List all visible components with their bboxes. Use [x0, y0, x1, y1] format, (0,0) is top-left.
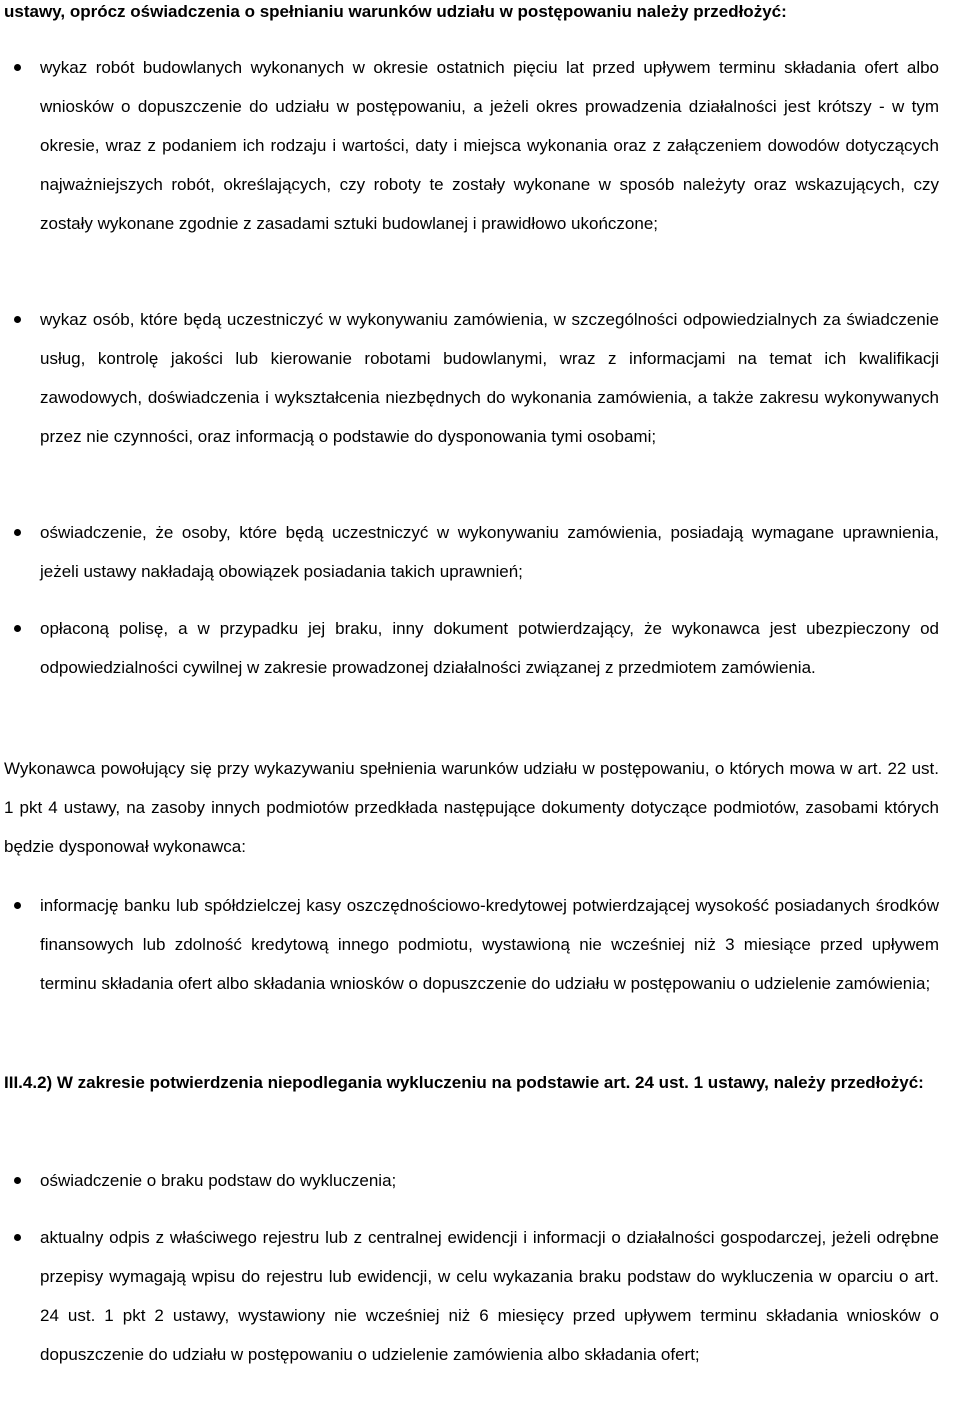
- list-item: [0, 1161, 939, 1200]
- list-item: [0, 300, 939, 495]
- list-item-text: oświadczenie, że osoby, które będą uczestniczyć w wykonywaniu zamówienia, posiadają wymagane uprawnienia, jeżeli ustawy nakładają obowiązek posiadania takich uprawnień;: [40, 523, 939, 581]
- list-item-text: oświadczenie o braku podstaw do wykluczenia;: [40, 1171, 397, 1190]
- bullet-icon: [14, 64, 21, 71]
- list-item-text: wykaz robót budowlanych wykonanych w okresie ostatnich pięciu lat przed upływem terminu składania ofert albo wniosków o dopuszczenie do udziału w postępowaniu, a jeżeli okres prowadzenia działalności jest krótszy - w tym okresie, wraz z podaniem ich rodzaju i wartości, daty i miejsca wykonania oraz z załączeniem dowodów dotyczących najważniejszych robót, określających, czy roboty te zostały wykonane w sposób należyty oraz wskazujących, czy zostały wykonane zgodnie z zasadami sztuki budowlanej i prawidłowo ukończone;: [40, 58, 939, 233]
- resources-paragraph: Wykonawca powołujący się przy wykazywaniu spełnienia warunków udziału w postępowaniu, o których mowa w art. 22 ust. 1 pkt 4 ustawy, na zasoby innych podmiotów przedkłada następujące dokumenty dotyczące podmiotów, zasobami których będzie dysponował wykonawca:: [4, 759, 939, 856]
- list-item-text: wykaz osób, które będą uczestniczyć w wykonywaniu zamówienia, w szczególności odpowiedzialnych za świadczenie usług, kontrolę jakości lub kierowanie robotami budowlanymi, wraz z informacjami na temat ich kwalifikacji zawodowych, doświadczenia i wykształcenia niezbędnych do wykonania zamówienia, a także zakresu wykonywanych przez nie czynności, oraz informacją o podstawie do dysponowania tymi osobami;: [40, 310, 939, 446]
- exclusion-list: [0, 1161, 960, 1413]
- top-heading: ustawy, oprócz oświadczenia o spełnianiu warunków udziału w postępowaniu należy przedłożyć:: [4, 2, 787, 21]
- section-heading: III.4.2) W zakresie potwierdzenia niepodlegania wykluczeniu na podstawie art. 24 ust. 1 ustawy, należy przedłożyć:: [4, 1073, 924, 1092]
- bullet-icon: [14, 1177, 21, 1184]
- list-item-text: aktualny odpis z właściwego rejestru lub z centralnej ewidencji i informacji o działalności gospodarczej, jeżeli odrębne przepisy wymagają wpisu do rejestru lub ewidencji, w celu wykazania braku podstaw do wykluczenia w oparciu o art. 24 ust. 1 pkt 2 ustawy, wystawiony nie wcześniej niż 6 miesięcy przed upływem terminu składania wniosków o dopuszczenie do udziału w postępowaniu o udzielenie zamówienia albo składania ofert;: [40, 1228, 939, 1364]
- list-item-text: opłaconą polisę, a w przypadku jej braku, inny dokument potwierdzający, że wykonawca jest ubezpieczony od odpowiedzialności cywilnej w zakresie prowadzonej działalności związanej z przedmiotem zamówienia.: [40, 619, 939, 677]
- list-item: [0, 609, 939, 726]
- list-item: [0, 1218, 939, 1413]
- bullet-icon: [14, 902, 21, 909]
- bullet-icon: [14, 529, 21, 536]
- requirements-list: [0, 48, 960, 726]
- list-item: [0, 513, 939, 591]
- bullet-icon: [14, 625, 21, 632]
- list-item-text: informację banku lub spółdzielczej kasy oszczędnościowo-kredytowej potwierdzającej wysokość posiadanych środków finansowych lub zdolność kredytową innego podmiotu, wystawioną nie wcześniej niż 3 miesiące przed upływem terminu składania ofert albo składania wniosków o dopuszczenie do udziału w postępowaniu o udzielenie zamówienia;: [40, 896, 939, 993]
- list-item: [0, 48, 939, 282]
- bullet-icon: [14, 316, 21, 323]
- list-item: [0, 886, 939, 1042]
- bullet-icon: [14, 1234, 21, 1241]
- resources-list: [0, 886, 960, 1042]
